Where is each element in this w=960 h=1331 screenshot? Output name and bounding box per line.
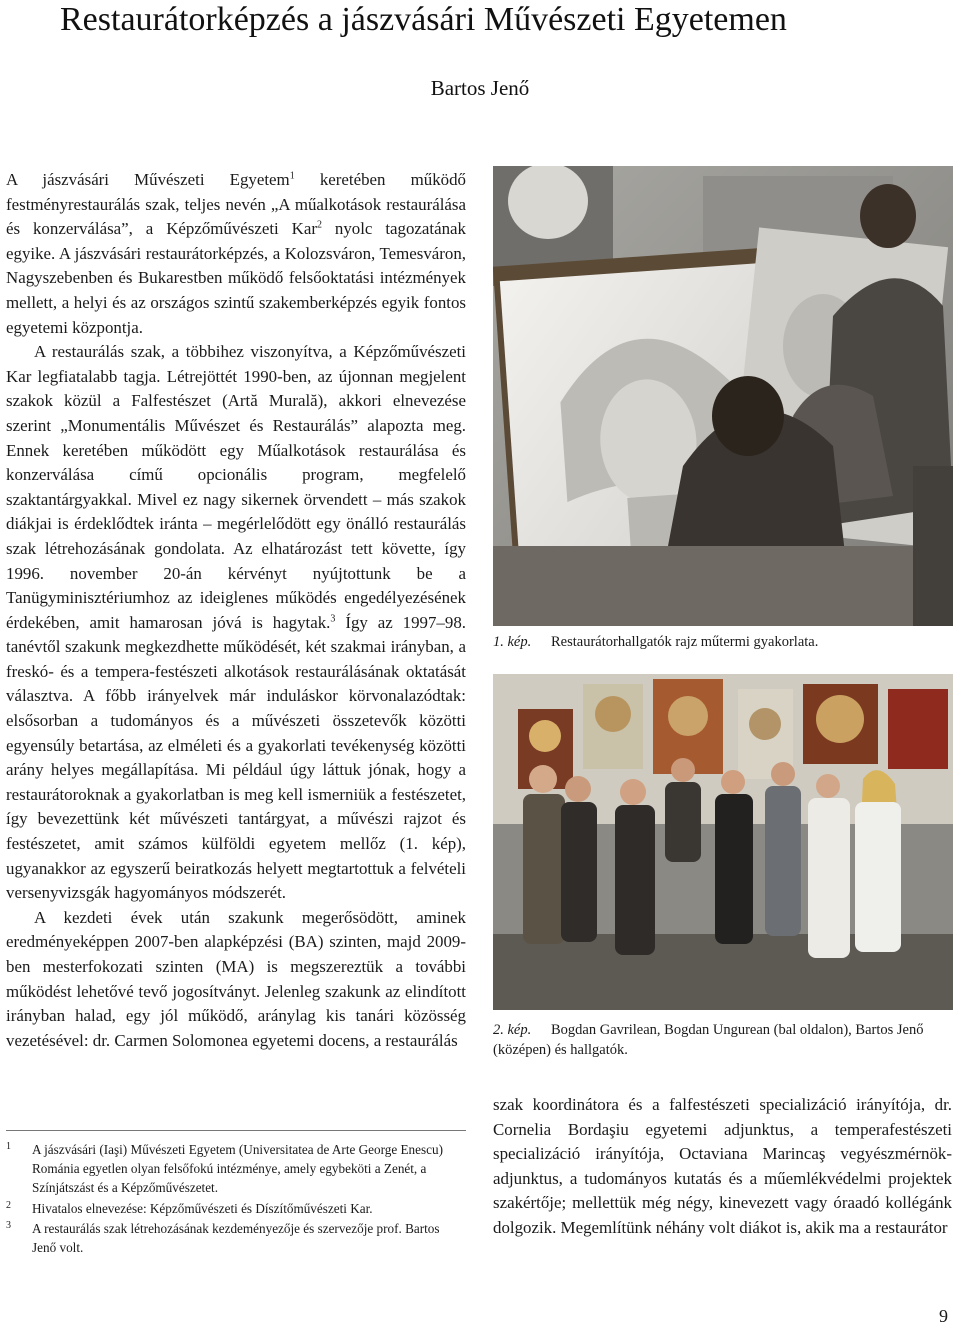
right-text-column bbox=[493, 1093, 952, 1241]
figure-2-caption bbox=[493, 1020, 953, 1060]
footnotes bbox=[6, 1140, 466, 1258]
figure-1-caption-text: Restaurátorhallgatók rajz műtermi gyakorlata. bbox=[551, 634, 819, 650]
paragraph-3: A kezdeti évek után szakunk megerősödött, aminek eredményeképpen 2007-ben alapképzési (BA) szinten, majd 2009-ben mesterfokozati szinten (MA) is megszereztük a további működést lehetővé tevő jogosítványt. Jelenleg szakunk az elindított irányban halad, egy jól működő, aránylag kis tanári közösség vezetésével: dr. Carmen Solomonea egyetemi docens, a restaurálás bbox=[6, 907, 466, 1050]
figure-2-caption-text: Bogdan Gavrilean, Bogdan Ungurean (bal oldalon), Bartos Jenő (középen) és hallgatók. bbox=[493, 1022, 924, 1058]
page-number: 9 bbox=[939, 1306, 948, 1326]
group-photo bbox=[493, 674, 953, 1010]
studio-drawing-photo bbox=[493, 166, 953, 626]
paragraph-2: A restaurálás szak, a többihez viszonyítva, a Képzőművészeti Kar legfiatalabb tagja. Létrejöttét 1990-ben, az újonnan megjelent szakok közül a Falfestészet (Artă Murală), akkori elnevezése szerint „Monumentális Művészet és Restaurálás” alapozta meg. Ennek keretében működött egy Műalkotások restaurálása és konzerválása című opcionális program, megfelelő szaktantárgyakkal. Mivel ez nagy sikernek örvendett – más szakok diákjai is érdeklődtek iránta – megérlelődött egy önálló restaurálás szak létrehozásának gondolata. Az elhatározást tett követte, így 1996. november 20-án kérvényt nyújtottunk be a Tanügyminisztériumhoz az ideiglenes működés engedélyezésének érdekében, amit hamarosan jóvá is hagytak.$^3$ Így az 1997–98. tanévtől szakunk megkezdhette működését, két szakmai irányban, a freskó- és a tempera-festészeti alkotások restaurálásának oktatását választva. A főbb irányelvek már induláskor körvonalazódtak: elsősorban a tudományos és a művészeti összetevők közötti egyensúly betartása, az elméleti és a gyakorlati tevékenység közötti arány helyes megállapítása. Mi például úgy láttuk jónak, hogy a restaurátoroknak a gyakorlatban is meg kell ismerniük a festészetet, így bevezettünk két művészeti tantárgyat, a művészi rajzot és festészetet, amit számos külföldi egyetem mellőz (1. kép), ugyanakkor az egyszerű beiratkozás helyett megtartottuk a felvételi versenyvizsgák hagyományos módszerét. bbox=[6, 342, 466, 903]
footnote-ref-1[interactable]: 1 bbox=[289, 170, 295, 182]
footnote-text: Hivatalos elnevezése: Képzőművészeti és Díszítőművészeti Kar. bbox=[32, 1200, 373, 1216]
footnote-number: 3 bbox=[6, 1219, 11, 1231]
footnote-1 bbox=[6, 1140, 466, 1198]
footnote-ref-2[interactable]: 2 bbox=[316, 219, 322, 231]
figure-1-caption bbox=[493, 632, 953, 652]
footnote-ref-3[interactable]: 3 bbox=[330, 613, 336, 625]
paragraph-1: A jászvásári Művészeti Egyetem$^1$ keretében működő festményrestaurálás szak, teljes nevén „A műalkotások restaurálása és konzerválása”, a Képzőművészeti Kar$^2$ nyolc tagozatának egyike. A jászvásári restaurátorképzés, a Kolozsváron, Temesváron, Nagyszebenben és Bukarestben működő felsőoktatási intézmények mellett, a helyi és az országos szintű szakemberképzés egyik fontos egyetemi központja. bbox=[6, 170, 467, 337]
right-paragraph: szak koordinátora és a falfestészeti specializáció irányítója, dr. Cornelia Bordaşiu egyetemi adjunktus, a temperafestészeti specializáció irányítója, Octaviana Marincaş vegyészmérnök-adjunktus, a tudományos kutatás és a műemlékvédelmi projektek szakértője; mellettük még négy, kinevezett vagy óraadó kollégánk dolgozik. Megemlítünk néhány volt diákot is, akik ma a restaurátor bbox=[493, 1095, 952, 1237]
figure-2-label: 2. kép. bbox=[493, 1022, 532, 1038]
footnote-separator bbox=[6, 1130, 466, 1131]
footnote-2 bbox=[6, 1199, 466, 1218]
studio-drawing-image bbox=[493, 166, 953, 626]
group-photo-image bbox=[493, 674, 953, 1010]
article-title: Restaurátorképzés a jászvásári Művészeti Egyetemen bbox=[60, 1, 787, 38]
left-text-column bbox=[6, 168, 466, 1053]
footnote-text: A jászvásári (Iaşi) Művészeti Egyetem (Universitatea de Arte George Enescu) Románia egyetlen olyan felsőfokú intézménye, amely egybeköti a Zenét, a Színjátszást és a Képzőművészetet. bbox=[32, 1142, 443, 1196]
footnote-3 bbox=[6, 1219, 466, 1257]
footnote-number: 2 bbox=[6, 1199, 11, 1211]
article-author: Bartos Jenő bbox=[430, 76, 530, 100]
figure-1-label: 1. kép. bbox=[493, 634, 532, 650]
footnote-text: A restaurálás szak létrehozásának kezdeményezője és szervezője prof. Bartos Jenő volt. bbox=[32, 1220, 440, 1256]
footnote-number: 1 bbox=[6, 1141, 11, 1152]
